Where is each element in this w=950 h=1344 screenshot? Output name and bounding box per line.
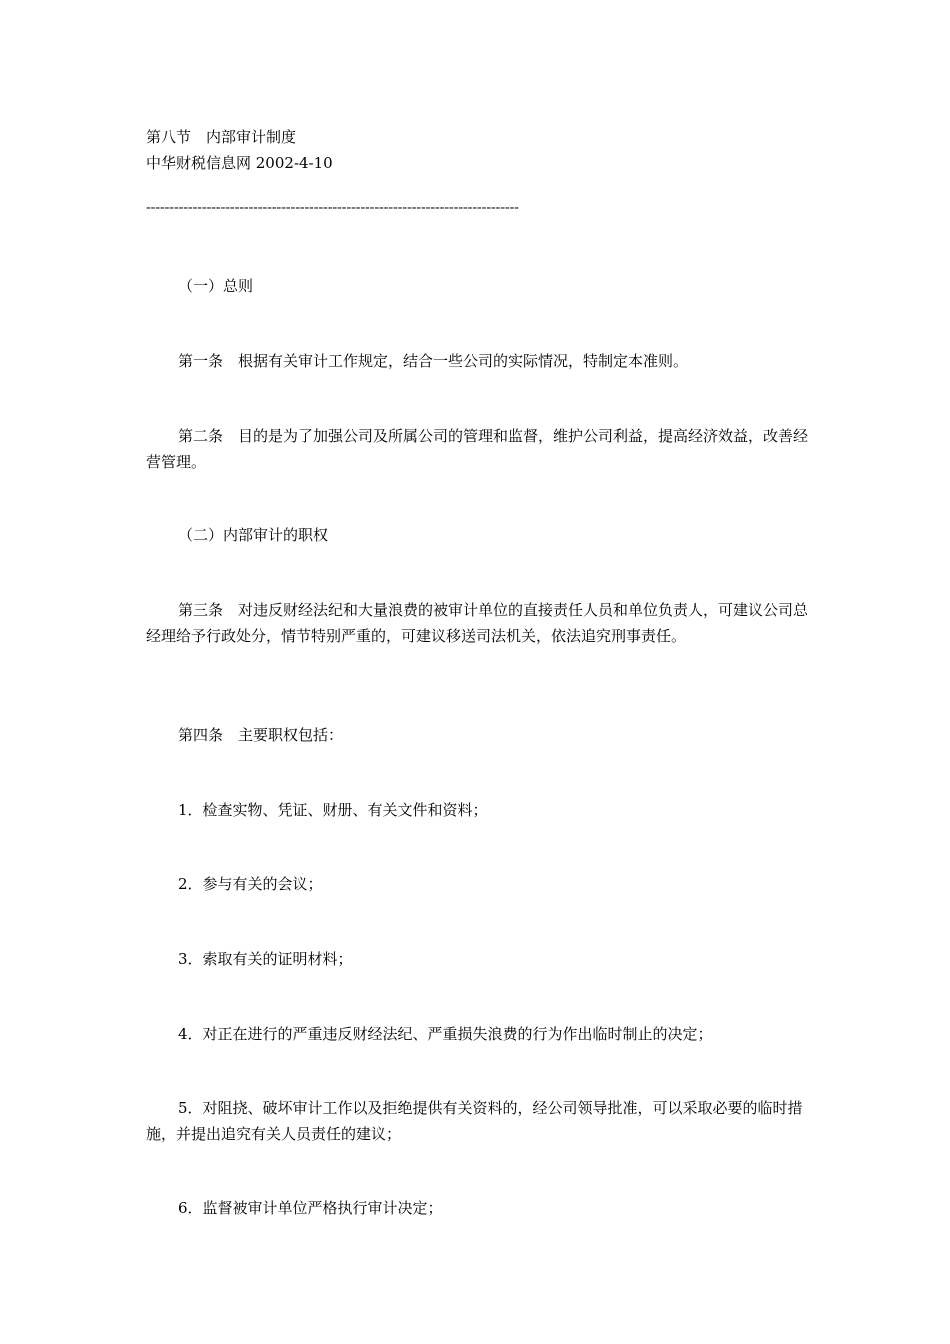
page-title: 第八节 内部审计制度: [146, 128, 297, 146]
article-1: 第一条 根据有关审计工作规定，结合一些公司的实际情况，特制定本准则。: [178, 352, 689, 370]
list-item-2: 2．参与有关的会议；: [178, 875, 323, 893]
source-line: 中华财税信息网 2002-4-10: [146, 154, 333, 172]
article-4: 第四条 主要职权包括：: [178, 726, 344, 744]
divider-line: --------------------------------------------------------------------------------: [146, 200, 519, 215]
section-heading-authority: （二）内部审计的职权: [178, 526, 329, 544]
article-3: 第三条 对违反财经法纪和大量浪费的被审计单位的直接责任人员和单位负责人，可建议公司总经理给予行政处分，情节特别严重的，可建议移送司法机关，依法追究刑事责任。: [146, 601, 809, 645]
list-item-5: 5．对阻挠、破坏审计工作以及拒绝提供有关资料的，经公司领导批准，可以采取必要的临时措施，并提出追究有关人员责任的建议；: [146, 1099, 803, 1143]
list-item-3: 3．索取有关的证明材料；: [178, 950, 353, 968]
section-heading-general: （一）总则: [178, 277, 254, 295]
list-item-1: 1．检查实物、凭证、财册、有关文件和资料；: [178, 801, 488, 819]
article-2: 第二条 目的是为了加强公司及所属公司的管理和监督，维护公司利益，提高经济效益，改善经营管理。: [146, 427, 809, 471]
list-item-4: 4．对正在进行的严重违反财经法纪、严重损失浪费的行为作出临时制止的决定；: [178, 1025, 713, 1043]
list-item-6: 6．监督被审计单位严格执行审计决定；: [178, 1199, 443, 1217]
